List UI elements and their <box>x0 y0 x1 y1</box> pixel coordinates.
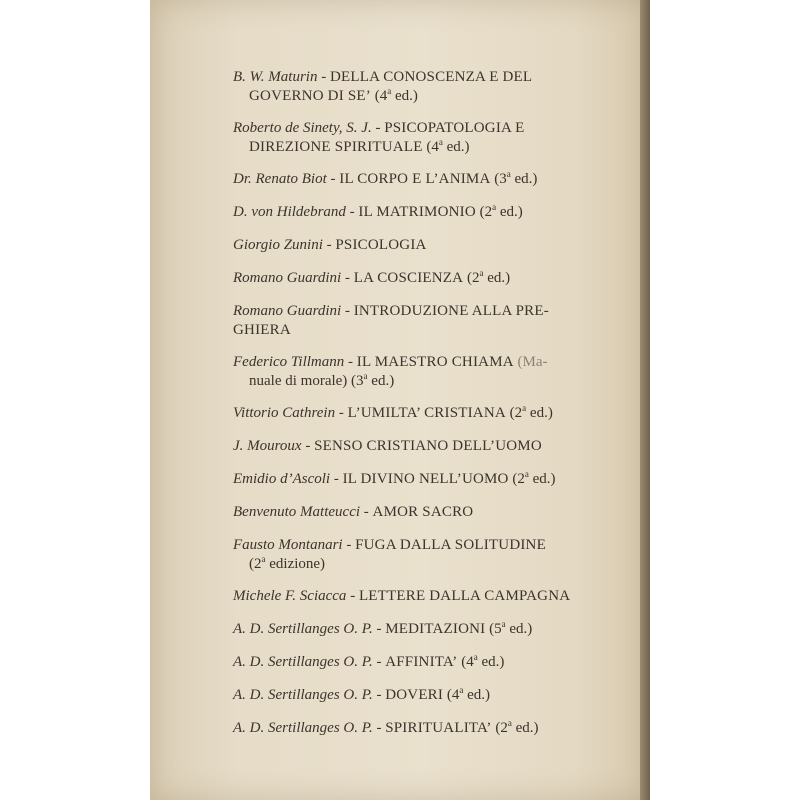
entry-author: A. D. Sertillanges O. P. <box>233 654 373 670</box>
entry-title: LETTERE DALLA CAMPAGNA <box>358 588 571 604</box>
list-item: A. D. Sertillanges O. P. - SPIRITUALITA’ (2$^a$ ed.) <box>233 718 539 736</box>
list-item: Roberto de Sinety, S. J. - PSICOPATOLOGIA E DIREZIONE SPIRITUALE (4$^a$ ed.) <box>233 120 525 155</box>
entry-author: A. D. Sertillanges O. P. <box>233 720 373 736</box>
list-item: Emidio d’Ascoli - IL DIVINO NELL’UOMO (2$^a$ ed.) <box>233 469 556 487</box>
entry-author: Benvenuto Matteucci <box>233 504 361 520</box>
entry-edition: (4$^a$ ed.) <box>461 652 505 670</box>
list-item: Romano Guardini - LA COSCIENZA (2$^a$ ed.) <box>233 268 511 286</box>
list-item: Federico Tillmann - IL MAESTRO CHIAMA (Ma- nuale di morale) (3$^a$ ed.) <box>233 354 548 389</box>
entry-title-cont: DIREZIONE SPIRITUALE <box>249 139 423 155</box>
entry-author: D. von Hildebrand <box>233 204 346 220</box>
entry-edition: (2$^a$ ed.) <box>512 469 556 487</box>
entry-author: Vittorio Cathrein <box>233 405 336 421</box>
entry-edition: (3$^a$ ed.) <box>494 169 538 187</box>
entry-author: Federico Tillmann <box>233 354 345 370</box>
entry-edition: (4$^a$ ed.) <box>374 86 418 104</box>
entry-edition: (2$^a$ ed.) <box>495 718 539 736</box>
entry-edition: (2$^a$ ed.) <box>466 268 511 286</box>
list-item: J. Mouroux - SENSO CRISTIANO DELL’UOMO <box>233 438 542 454</box>
entry-title: DOVERI <box>385 687 444 703</box>
entry-title-cont: GOVERNO DI SE’ <box>249 88 371 104</box>
entry-author: B. W. Maturin <box>233 69 318 85</box>
entry-title: DELLA CONOSCENZA E DEL <box>329 69 533 85</box>
entry-title: MEDITAZIONI <box>385 621 486 637</box>
entry-author: Dr. Renato Biot <box>233 171 327 187</box>
publication-list <box>233 68 617 738</box>
list-item: D. von Hildebrand - IL MATRIMONIO (2$^a$ ed.) <box>233 202 523 220</box>
entry-title: IL DIVINO NELL’UOMO <box>342 471 509 487</box>
list-item: Fausto Montanari - FUGA DALLA SOLITUDINE (2$^a$ edizione) <box>233 537 546 572</box>
entry-title-extra: (Ma- <box>517 354 548 370</box>
entry-edition: (5$^a$ ed.) <box>489 619 533 637</box>
entry-title: PSICOLOGIA <box>335 237 427 253</box>
list-item: Giorgio Zunini - PSICOLOGIA <box>233 237 427 253</box>
entry-edition: (2$^a$ ed.) <box>509 403 553 421</box>
entry-author: Fausto Montanari <box>233 537 343 553</box>
entry-title: L’UMILTA’ CRISTIANA <box>347 405 506 421</box>
entry-title-cont: GHIERA <box>233 322 291 338</box>
entry-author: Romano Guardini <box>233 270 342 286</box>
list-item: A. D. Sertillanges O. P. - MEDITAZIONI (5$^a$ ed.) <box>233 619 533 637</box>
entry-title: AFFINITA’ <box>385 654 458 670</box>
list-item: Dr. Renato Biot - IL CORPO E L’ANIMA (3$^a$ ed.) <box>233 169 538 187</box>
entry-author: Roberto de Sinety, S. J. <box>233 120 372 136</box>
entry-title: LA COSCIENZA <box>353 270 464 286</box>
entry-title: IL MAESTRO CHIAMA <box>356 354 514 370</box>
entry-title: FUGA DALLA SOLITUDINE <box>355 537 546 553</box>
entry-author: Michele F. Sciacca <box>233 588 347 604</box>
list-item: B. W. Maturin - DELLA CONOSCENZA E DEL GOVERNO DI SE’ (4$^a$ ed.) <box>233 69 533 104</box>
entry-author: J. Mouroux <box>233 438 302 454</box>
entry-author: A. D. Sertillanges O. P. <box>233 687 373 703</box>
list-item: A. D. Sertillanges O. P. - DOVERI (4$^a$ ed.) <box>233 685 490 703</box>
entry-author: Emidio d’Ascoli <box>233 471 331 487</box>
entry-title: SPIRITUALITA’ <box>385 720 492 736</box>
list-item: Michele F. Sciacca - LETTERE DALLA CAMPAGNA <box>233 588 571 604</box>
entry-edition: (2$^a$ edizione) <box>249 554 326 572</box>
list-item: A. D. Sertillanges O. P. - AFFINITA’ (4$^a$ ed.) <box>233 652 505 670</box>
entry-edition: (3$^a$ ed.) <box>351 371 395 389</box>
entry-edition: (4$^a$ ed.) <box>426 137 470 155</box>
entry-title: IL MATRIMONIO <box>358 204 476 220</box>
entry-edition: (4$^a$ ed.) <box>446 685 490 703</box>
entry-title: SENSO CRISTIANO DELL’UOMO <box>314 438 542 454</box>
entry-title: AMOR SACRO <box>372 504 474 520</box>
page-edge <box>640 0 650 800</box>
entry-author: Romano Guardini <box>233 303 342 319</box>
entry-title: IL CORPO E L’ANIMA <box>339 171 491 187</box>
entry-title: PSICOPATOLOGIA E <box>384 120 525 136</box>
list-item: Vittorio Cathrein - L’UMILTA’ CRISTIANA (2$^a$ ed.) <box>233 403 553 421</box>
entry-title-cont: nuale di morale) <box>249 373 348 389</box>
entry-author: Giorgio Zunini <box>233 237 323 253</box>
entry-title: INTRODUZIONE ALLA PRE- <box>353 303 549 319</box>
entry-author: A. D. Sertillanges O. P. <box>233 621 373 637</box>
list-item: Benvenuto Matteucci - AMOR SACRO <box>233 504 474 520</box>
list-item: Romano Guardini - INTRODUZIONE ALLA PRE- GHIERA <box>233 303 549 338</box>
entry-edition: (2$^a$ ed.) <box>479 202 523 220</box>
